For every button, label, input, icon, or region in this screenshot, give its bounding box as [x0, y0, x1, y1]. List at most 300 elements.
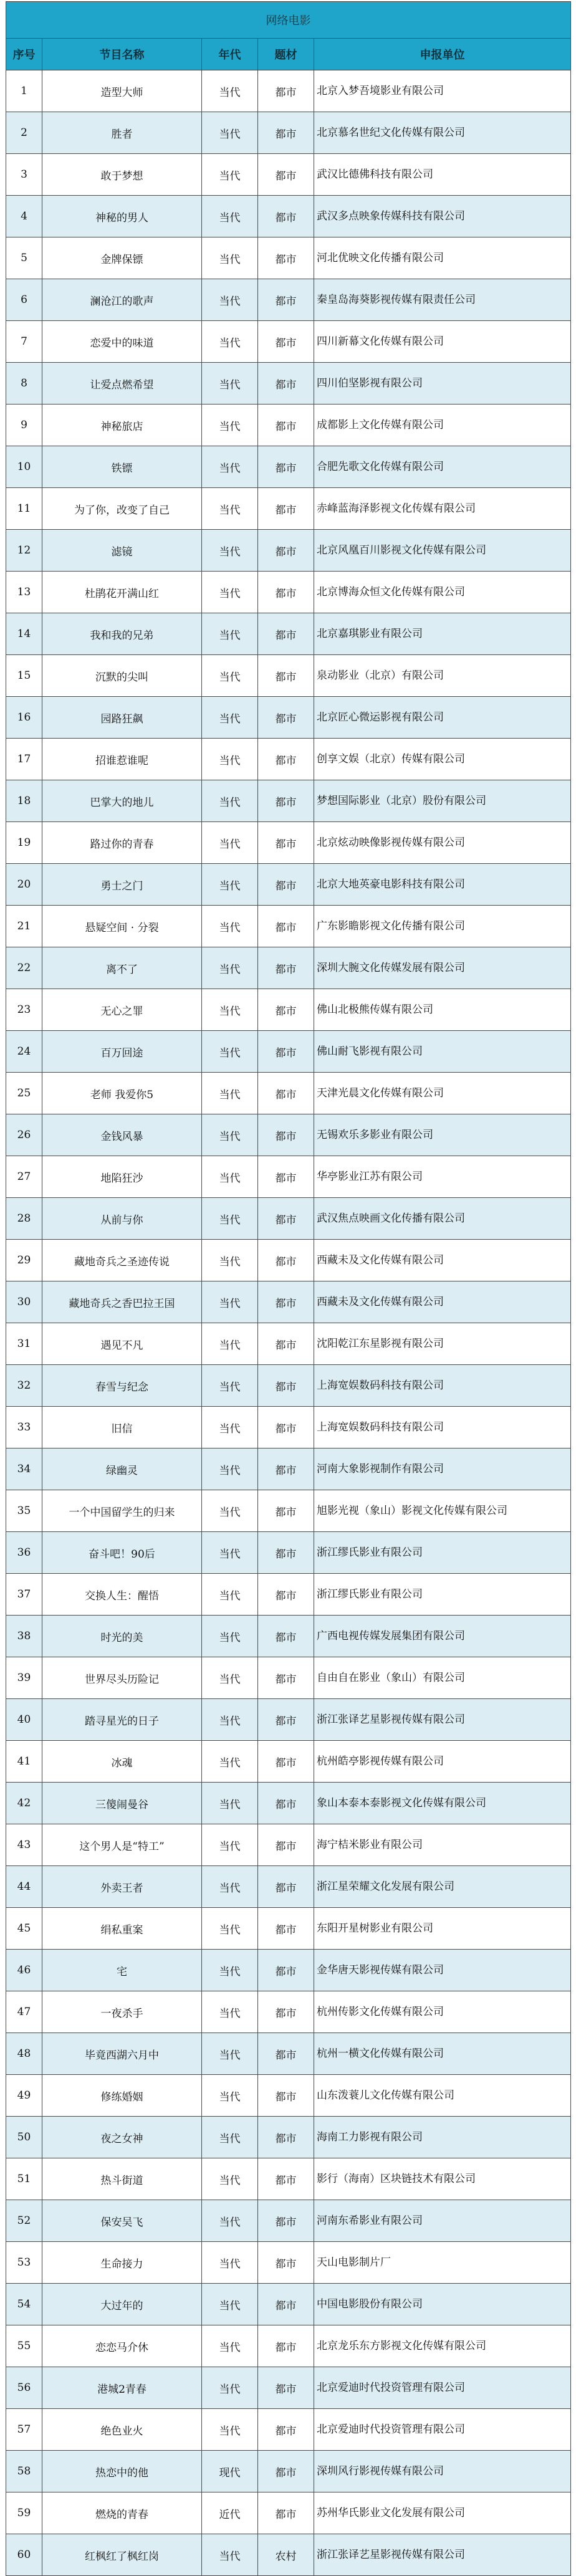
- row-number: 12: [6, 530, 42, 572]
- era: 现代: [202, 2451, 258, 2492]
- era: 当代: [202, 1574, 258, 1616]
- table-row: [6, 2075, 571, 2117]
- table-row: [6, 2325, 571, 2367]
- organization: 海宁桔米影业有限公司: [314, 1824, 571, 1866]
- table-row: [6, 947, 571, 989]
- table-row: [6, 2158, 571, 2200]
- program-name: 滤镜: [42, 530, 202, 572]
- program-name: 冰魂: [42, 1741, 202, 1783]
- header-program-name: 节目名称: [42, 39, 202, 70]
- program-name: 世界尽头历险记: [42, 1657, 202, 1699]
- program-name: 生命接力: [42, 2242, 202, 2284]
- table-title-row: [6, 2, 571, 39]
- theme: 都市: [258, 2284, 314, 2325]
- row-number: 50: [6, 2117, 42, 2158]
- era: 当代: [202, 1073, 258, 1114]
- organization: 四川新幕文化传媒有限公司: [314, 321, 571, 363]
- era: 当代: [202, 697, 258, 739]
- program-name: 一个中国留学生的归来: [42, 1490, 202, 1532]
- program-name: 毕竟西湖六月中: [42, 2033, 202, 2075]
- table-row: [6, 1073, 571, 1114]
- program-name: 我和我的兄弟: [42, 613, 202, 655]
- era: 当代: [202, 321, 258, 363]
- table-row: [6, 613, 571, 655]
- era: 当代: [202, 1198, 258, 1240]
- organization: 北京爱迪时代投资管理有限公司: [314, 2367, 571, 2409]
- era: 当代: [202, 2534, 258, 2576]
- theme: 都市: [258, 906, 314, 947]
- table-row: [6, 2033, 571, 2075]
- era: 当代: [202, 1824, 258, 1866]
- theme: 都市: [258, 2158, 314, 2200]
- era: 当代: [202, 1156, 258, 1198]
- theme: 都市: [258, 2367, 314, 2409]
- era: 当代: [202, 1448, 258, 1490]
- row-number: 15: [6, 655, 42, 697]
- theme: 都市: [258, 446, 314, 488]
- era: 当代: [202, 2367, 258, 2409]
- row-number: 30: [6, 1281, 42, 1323]
- era: 当代: [202, 279, 258, 321]
- organization: 自由自在影业（象山）有限公司: [314, 1657, 571, 1699]
- era: 当代: [202, 947, 258, 989]
- program-name: 踏寻星光的日子: [42, 1699, 202, 1741]
- theme: 都市: [258, 613, 314, 655]
- program-name: 老师 我爱你5: [42, 1073, 202, 1114]
- row-number: 60: [6, 2534, 42, 2576]
- row-number: 17: [6, 739, 42, 780]
- era: 当代: [202, 446, 258, 488]
- theme: 都市: [258, 1407, 314, 1448]
- organization: 东阳开星树影业有限公司: [314, 1908, 571, 1950]
- row-number: 20: [6, 864, 42, 906]
- era: 当代: [202, 864, 258, 906]
- table-row: [6, 906, 571, 947]
- row-number: 22: [6, 947, 42, 989]
- row-number: 59: [6, 2492, 42, 2534]
- program-name: 热恋中的他: [42, 2451, 202, 2492]
- theme: 都市: [258, 1616, 314, 1657]
- era: 当代: [202, 2033, 258, 2075]
- table-row: [6, 2534, 571, 2576]
- theme: 都市: [258, 154, 314, 196]
- row-number: 35: [6, 1490, 42, 1532]
- program-name: 绢私重案: [42, 1908, 202, 1950]
- table-row: [6, 1323, 571, 1365]
- organization: 浙江张译艺星影视传媒有限公司: [314, 2534, 571, 2576]
- theme: 都市: [258, 1073, 314, 1114]
- organization: 杭州一横文化传媒有限公司: [314, 2033, 571, 2075]
- era: 当代: [202, 1699, 258, 1741]
- table-row: [6, 446, 571, 488]
- program-name: 交换人生：醒悟: [42, 1574, 202, 1616]
- era: 当代: [202, 363, 258, 405]
- organization: 华亭影业江苏有限公司: [314, 1156, 571, 1198]
- table-row: [6, 2242, 571, 2284]
- row-number: 10: [6, 446, 42, 488]
- era: 当代: [202, 1532, 258, 1574]
- program-name: 神秘的男人: [42, 196, 202, 237]
- program-name: 无心之罪: [42, 989, 202, 1031]
- theme: 都市: [258, 196, 314, 237]
- program-name: 胜者: [42, 112, 202, 154]
- organization: 深圳风行影视传媒有限公司: [314, 2451, 571, 2492]
- theme: 都市: [258, 2325, 314, 2367]
- era: 当代: [202, 989, 258, 1031]
- theme: 都市: [258, 1866, 314, 1908]
- row-number: 2: [6, 112, 42, 154]
- table-row: [6, 780, 571, 822]
- row-number: 6: [6, 279, 42, 321]
- row-number: 11: [6, 488, 42, 530]
- row-number: 58: [6, 2451, 42, 2492]
- row-number: 34: [6, 1448, 42, 1490]
- table-row: [6, 70, 571, 112]
- theme: 都市: [258, 2200, 314, 2242]
- era: 当代: [202, 237, 258, 279]
- row-number: 53: [6, 2242, 42, 2284]
- organization: 北京爱迪时代投资管理有限公司: [314, 2409, 571, 2451]
- era: 当代: [202, 112, 258, 154]
- table-row: [6, 2117, 571, 2158]
- organization: 杭州传影文化传媒有限公司: [314, 1991, 571, 2033]
- program-name: 奋斗吧！90后: [42, 1532, 202, 1574]
- row-number: 8: [6, 363, 42, 405]
- table-row: [6, 1490, 571, 1532]
- theme: 都市: [258, 1365, 314, 1407]
- organization: 北京嘉琪影业有限公司: [314, 613, 571, 655]
- theme: 都市: [258, 739, 314, 780]
- era: 近代: [202, 2492, 258, 2534]
- program-name: 这个男人是“特工”: [42, 1824, 202, 1866]
- row-number: 36: [6, 1532, 42, 1574]
- row-number: 52: [6, 2200, 42, 2242]
- row-number: 28: [6, 1198, 42, 1240]
- organization: 佛山耐飞影视有限公司: [314, 1031, 571, 1073]
- row-number: 40: [6, 1699, 42, 1741]
- row-number: 33: [6, 1407, 42, 1448]
- era: 当代: [202, 1866, 258, 1908]
- theme: 都市: [258, 1240, 314, 1281]
- era: 当代: [202, 2200, 258, 2242]
- table-row: [6, 1156, 571, 1198]
- era: 当代: [202, 2075, 258, 2117]
- theme: 都市: [258, 697, 314, 739]
- theme: 都市: [258, 1824, 314, 1866]
- program-name: 从前与你: [42, 1198, 202, 1240]
- row-number: 43: [6, 1824, 42, 1866]
- theme: 都市: [258, 1281, 314, 1323]
- organization: 河北优映文化传播有限公司: [314, 237, 571, 279]
- program-name: 勇士之门: [42, 864, 202, 906]
- row-number: 51: [6, 2158, 42, 2200]
- theme: 都市: [258, 864, 314, 906]
- table-row: [6, 488, 571, 530]
- program-name: 藏地奇兵之圣迹传说: [42, 1240, 202, 1281]
- row-number: 32: [6, 1365, 42, 1407]
- program-name: 热斗街道: [42, 2158, 202, 2200]
- era: 当代: [202, 1741, 258, 1783]
- program-name: 春雪与纪念: [42, 1365, 202, 1407]
- table-row: [6, 1198, 571, 1240]
- organization: 成都影上文化传媒有限公司: [314, 405, 571, 446]
- table-row: [6, 237, 571, 279]
- program-name: 悬疑空间 · 分裂: [42, 906, 202, 947]
- row-number: 45: [6, 1908, 42, 1950]
- era: 当代: [202, 1490, 258, 1532]
- table-row: [6, 1741, 571, 1783]
- program-name: 铁镖: [42, 446, 202, 488]
- era: 当代: [202, 154, 258, 196]
- organization: 北京炫动映像影视传媒有限公司: [314, 822, 571, 864]
- organization: 北京匠心微运影视有限公司: [314, 697, 571, 739]
- table-row: [6, 822, 571, 864]
- theme: 都市: [258, 1532, 314, 1574]
- organization: 西藏未及文化传媒有限公司: [314, 1240, 571, 1281]
- program-name: 让爱点燃希望: [42, 363, 202, 405]
- program-name: 金钱风暴: [42, 1114, 202, 1156]
- era: 当代: [202, 1407, 258, 1448]
- table-row: [6, 1031, 571, 1073]
- organization: 梦想国际影业（北京）股份有限公司: [314, 780, 571, 822]
- row-number: 37: [6, 1574, 42, 1616]
- program-name: 招谁惹谁呢: [42, 739, 202, 780]
- table-row: [6, 1908, 571, 1950]
- table-row: [6, 1657, 571, 1699]
- program-name: 恋爱中的味道: [42, 321, 202, 363]
- era: 当代: [202, 1783, 258, 1824]
- table-row: [6, 279, 571, 321]
- program-name: 一夜杀手: [42, 1991, 202, 2033]
- table-row: [6, 2492, 571, 2534]
- row-number: 55: [6, 2325, 42, 2367]
- program-name: 巴掌大的地儿: [42, 780, 202, 822]
- organization: 武汉多点映象传媒科技有限公司: [314, 196, 571, 237]
- era: 当代: [202, 1281, 258, 1323]
- program-name: 保安吴飞: [42, 2200, 202, 2242]
- organization: 上海宽娱数码科技有限公司: [314, 1365, 571, 1407]
- program-name: 大过年的: [42, 2284, 202, 2325]
- theme: 都市: [258, 1490, 314, 1532]
- organization: 上海宽娱数码科技有限公司: [314, 1407, 571, 1448]
- theme: 都市: [258, 572, 314, 613]
- table-row: [6, 530, 571, 572]
- theme: 都市: [258, 1448, 314, 1490]
- row-number: 41: [6, 1741, 42, 1783]
- header-organization: 申报单位: [314, 39, 571, 70]
- program-name: 时光的美: [42, 1616, 202, 1657]
- table-row: [6, 864, 571, 906]
- organization: 赤峰蓝海泽影视文化传媒有限公司: [314, 488, 571, 530]
- theme: 都市: [258, 822, 314, 864]
- organization: 北京入梦吾境影业有限公司: [314, 70, 571, 112]
- program-name: 绿幽灵: [42, 1448, 202, 1490]
- row-number: 14: [6, 613, 42, 655]
- theme: 都市: [258, 2117, 314, 2158]
- program-name: 地陷狂沙: [42, 1156, 202, 1198]
- table-row: [6, 1866, 571, 1908]
- organization: 北京龙乐东方影视文化传媒有限公司: [314, 2325, 571, 2367]
- program-name: 外卖王者: [42, 1866, 202, 1908]
- program-name: 恋恋马介休: [42, 2325, 202, 2367]
- organization: 浙江缪氏影业有限公司: [314, 1574, 571, 1616]
- row-number: 13: [6, 572, 42, 613]
- era: 当代: [202, 1908, 258, 1950]
- table-row: [6, 405, 571, 446]
- theme: 都市: [258, 363, 314, 405]
- organization: 天山电影制片厂: [314, 2242, 571, 2284]
- row-number: 18: [6, 780, 42, 822]
- organization: 山东泼蓑儿文化传媒有限公司: [314, 2075, 571, 2117]
- table-row: [6, 1114, 571, 1156]
- row-number: 26: [6, 1114, 42, 1156]
- program-name: 路过你的青春: [42, 822, 202, 864]
- theme: 都市: [258, 279, 314, 321]
- table-row: [6, 321, 571, 363]
- organization: 天津光晨文化传媒有限公司: [314, 1073, 571, 1114]
- row-number: 47: [6, 1991, 42, 2033]
- row-number: 3: [6, 154, 42, 196]
- theme: 都市: [258, 488, 314, 530]
- era: 当代: [202, 822, 258, 864]
- table-title: 网络电影: [6, 2, 571, 39]
- theme: 都市: [258, 2409, 314, 2451]
- table-row: [6, 112, 571, 154]
- program-name: 敢于梦想: [42, 154, 202, 196]
- table-row: [6, 1532, 571, 1574]
- organization: 广西电视传媒发展集团有限公司: [314, 1616, 571, 1657]
- era: 当代: [202, 2325, 258, 2367]
- row-number: 7: [6, 321, 42, 363]
- theme: 都市: [258, 1783, 314, 1824]
- table-row: [6, 1281, 571, 1323]
- era: 当代: [202, 530, 258, 572]
- row-number: 39: [6, 1657, 42, 1699]
- theme: 都市: [258, 1699, 314, 1741]
- program-name: 绝色业火: [42, 2409, 202, 2451]
- organization: 武汉比德佛科技有限公司: [314, 154, 571, 196]
- program-name: 旧信: [42, 1407, 202, 1448]
- organization: 河南东希影业有限公司: [314, 2200, 571, 2242]
- row-number: 31: [6, 1323, 42, 1365]
- row-number: 5: [6, 237, 42, 279]
- program-name: 为了你，改变了自己: [42, 488, 202, 530]
- organization: 海南工力影视有限公司: [314, 2117, 571, 2158]
- row-number: 25: [6, 1073, 42, 1114]
- theme: 都市: [258, 989, 314, 1031]
- theme: 都市: [258, 1657, 314, 1699]
- organization: 北京大地英豪电影科技有限公司: [314, 864, 571, 906]
- organization: 武汉焦点映画文化传播有限公司: [314, 1198, 571, 1240]
- table-row: [6, 739, 571, 780]
- organization: 沈阳乾江东星影视有限公司: [314, 1323, 571, 1365]
- organization: 浙江张译艺星影视传媒有限公司: [314, 1699, 571, 1741]
- theme: 都市: [258, 2033, 314, 2075]
- table-row: [6, 1991, 571, 2033]
- organization: 佛山北极熊传媒有限公司: [314, 989, 571, 1031]
- era: 当代: [202, 2409, 258, 2451]
- program-name: 离不了: [42, 947, 202, 989]
- theme: 都市: [258, 1741, 314, 1783]
- table-row: [6, 2409, 571, 2451]
- theme: 都市: [258, 1574, 314, 1616]
- era: 当代: [202, 1991, 258, 2033]
- header-row: [6, 39, 571, 70]
- era: 当代: [202, 405, 258, 446]
- organization: 旭影光视（象山）影视文化传媒有限公司: [314, 1490, 571, 1532]
- organization: 影行（海南）区块链技术有限公司: [314, 2158, 571, 2200]
- organization: 浙江星荣耀文化发展有限公司: [314, 1866, 571, 1908]
- era: 当代: [202, 1323, 258, 1365]
- table-row: [6, 1574, 571, 1616]
- row-number: 38: [6, 1616, 42, 1657]
- program-table: [6, 1, 571, 2576]
- era: 当代: [202, 1365, 258, 1407]
- organization: 泉动影业（北京）有限公司: [314, 655, 571, 697]
- theme: 都市: [258, 1991, 314, 2033]
- table-row: [6, 1699, 571, 1741]
- organization: 杭州皓亭影视传媒有限公司: [314, 1741, 571, 1783]
- era: 当代: [202, 1114, 258, 1156]
- era: 当代: [202, 1031, 258, 1073]
- program-name: 藏地奇兵之香巴拉王国: [42, 1281, 202, 1323]
- organization: 四川伯坚影视有限公司: [314, 363, 571, 405]
- theme: 都市: [258, 780, 314, 822]
- row-number: 54: [6, 2284, 42, 2325]
- theme: 都市: [258, 947, 314, 989]
- program-name: 杜鹃花开满山红: [42, 572, 202, 613]
- table-row: [6, 2367, 571, 2409]
- theme: 都市: [258, 70, 314, 112]
- table-row: [6, 1824, 571, 1866]
- header-number: 序号: [6, 39, 42, 70]
- era: 当代: [202, 655, 258, 697]
- table-row: [6, 989, 571, 1031]
- header-theme: 题材: [258, 39, 314, 70]
- program-name: 修练婚姻: [42, 2075, 202, 2117]
- theme: 都市: [258, 237, 314, 279]
- organization: 苏州华氏影业文化发展有限公司: [314, 2492, 571, 2534]
- era: 当代: [202, 572, 258, 613]
- row-number: 49: [6, 2075, 42, 2117]
- organization: 象山本泰本泰影视文化传媒有限公司: [314, 1783, 571, 1824]
- era: 当代: [202, 488, 258, 530]
- organization: 深圳大腕文化传媒发展有限公司: [314, 947, 571, 989]
- program-name: 港城2青春: [42, 2367, 202, 2409]
- organization: 中国电影股份有限公司: [314, 2284, 571, 2325]
- theme: 都市: [258, 530, 314, 572]
- program-name: 红枫红了枫红岗: [42, 2534, 202, 2576]
- table-row: [6, 2284, 571, 2325]
- theme: 都市: [258, 2451, 314, 2492]
- organization: 创享文娱（北京）传媒有限公司: [314, 739, 571, 780]
- program-name: 神秘旅店: [42, 405, 202, 446]
- row-number: 57: [6, 2409, 42, 2451]
- organization: 合肥先歌文化传媒有限公司: [314, 446, 571, 488]
- theme: 都市: [258, 1198, 314, 1240]
- row-number: 1: [6, 70, 42, 112]
- organization: 河南大象影视制作有限公司: [314, 1448, 571, 1490]
- table-row: [6, 1783, 571, 1824]
- table-row: [6, 2200, 571, 2242]
- program-name: 夜之女神: [42, 2117, 202, 2158]
- program-name: 百万回途: [42, 1031, 202, 1073]
- era: 当代: [202, 2117, 258, 2158]
- row-number: 23: [6, 989, 42, 1031]
- organization: 西藏未及文化传媒有限公司: [314, 1281, 571, 1323]
- era: 当代: [202, 780, 258, 822]
- era: 当代: [202, 1616, 258, 1657]
